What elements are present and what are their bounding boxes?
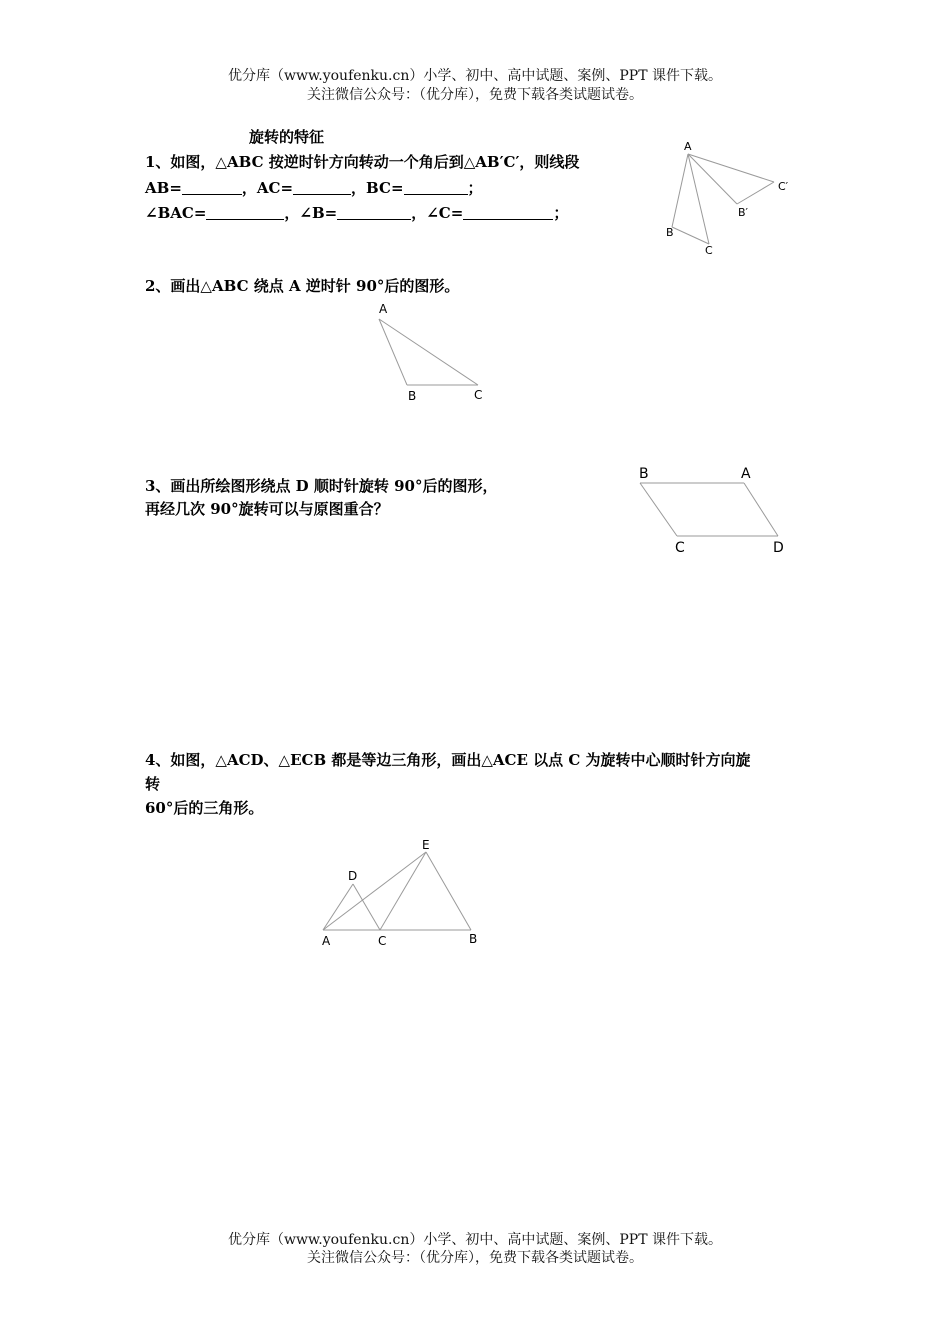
q4-line-3: 60°后的三角形。 bbox=[145, 799, 264, 817]
q4-seg-ae bbox=[323, 852, 426, 930]
q4-figure bbox=[322, 838, 477, 948]
q1-end-1: ； bbox=[467, 179, 483, 197]
q4-seg-dc bbox=[353, 884, 380, 930]
q2-figure bbox=[379, 302, 482, 403]
q1-seg-ab bbox=[672, 154, 688, 227]
q3-line-1: 3、画出所绘图形绕点 D 顺时针旋转 90°后的图形， bbox=[145, 477, 498, 495]
q4-seg-eb bbox=[426, 852, 471, 930]
header-line-1: 优分库（www.youfenku.cn）小学、初中、高中试题、案例、PPT 课件下载。 bbox=[227, 68, 722, 84]
q4-label-e: E bbox=[422, 838, 430, 852]
q4-seg-ce bbox=[380, 852, 426, 930]
q4-label-d: D bbox=[348, 869, 358, 883]
q2-label-b: B bbox=[408, 389, 417, 403]
q4-label-b: B bbox=[469, 932, 478, 946]
q3-seg-bc bbox=[640, 483, 677, 536]
q1-label-a: A bbox=[684, 140, 692, 153]
q4-seg-ad bbox=[323, 884, 353, 930]
q2-text: 2、画出△ABC 绕点 A 逆时针 90°后的图形。 bbox=[145, 277, 460, 295]
q1-text: 1、如图，△ABC 按逆时针方向转动一个角后到△AB′C′，则线段 bbox=[145, 153, 580, 171]
q1-seg-ac-prime bbox=[688, 154, 774, 182]
q1-ac-label: ，AC= bbox=[241, 179, 294, 197]
q3-label-c: C bbox=[675, 540, 685, 556]
q1-c-label: ，∠C= bbox=[411, 204, 464, 222]
q1-label-b-prime: B′ bbox=[738, 206, 749, 219]
q2-label-c: C bbox=[474, 388, 483, 402]
q3-label-b: B bbox=[639, 466, 649, 482]
q3-seg-ad bbox=[744, 483, 778, 536]
q4-line-2: 转 bbox=[145, 775, 161, 793]
q1-bac-label: ∠BAC= bbox=[145, 204, 207, 222]
q1-label-b: B bbox=[666, 226, 674, 239]
q2-seg-ac bbox=[379, 319, 478, 385]
q3-label-a: A bbox=[741, 466, 751, 482]
q1-end-2: ； bbox=[553, 204, 569, 222]
q1-ab-label: AB= bbox=[145, 179, 182, 197]
q3-label-d: D bbox=[773, 540, 784, 556]
q3-figure bbox=[639, 466, 784, 556]
q4-label-c: C bbox=[378, 934, 387, 948]
q1-seg-ac bbox=[688, 154, 709, 244]
page-title: 旋转的特征 bbox=[249, 128, 325, 146]
q1-bc-label: ，BC= bbox=[351, 179, 404, 197]
q3-line-2: 再经几次 90°旋转可以与原图重合？ bbox=[145, 500, 389, 518]
q1-seg-bc bbox=[672, 227, 709, 244]
footer-line-1: 优分库（www.youfenku.cn）小学、初中、高中试题、案例、PPT 课件下载。 bbox=[227, 1232, 722, 1248]
q1-label-c: C bbox=[705, 244, 713, 257]
q1-label-c-prime: C′ bbox=[778, 180, 789, 193]
q4-line-1: 4、如图，△ACD、△ECB 都是等边三角形，画出△ACE 以点 C 为旋转中心顺时针方向旋 bbox=[145, 751, 751, 769]
q1-figure bbox=[666, 140, 789, 257]
q4-label-a: A bbox=[322, 934, 331, 948]
q1-seg-b-prime-c-prime bbox=[737, 182, 774, 204]
header-line-2: 关注微信公众号：（优分库），免费下载各类试题试卷。 bbox=[307, 87, 643, 103]
footer-line-2: 关注微信公众号：（优分库），免费下载各类试题试卷。 bbox=[307, 1250, 643, 1266]
q2-label-a: A bbox=[379, 302, 388, 316]
q1-b-label: ，∠B= bbox=[284, 204, 338, 222]
